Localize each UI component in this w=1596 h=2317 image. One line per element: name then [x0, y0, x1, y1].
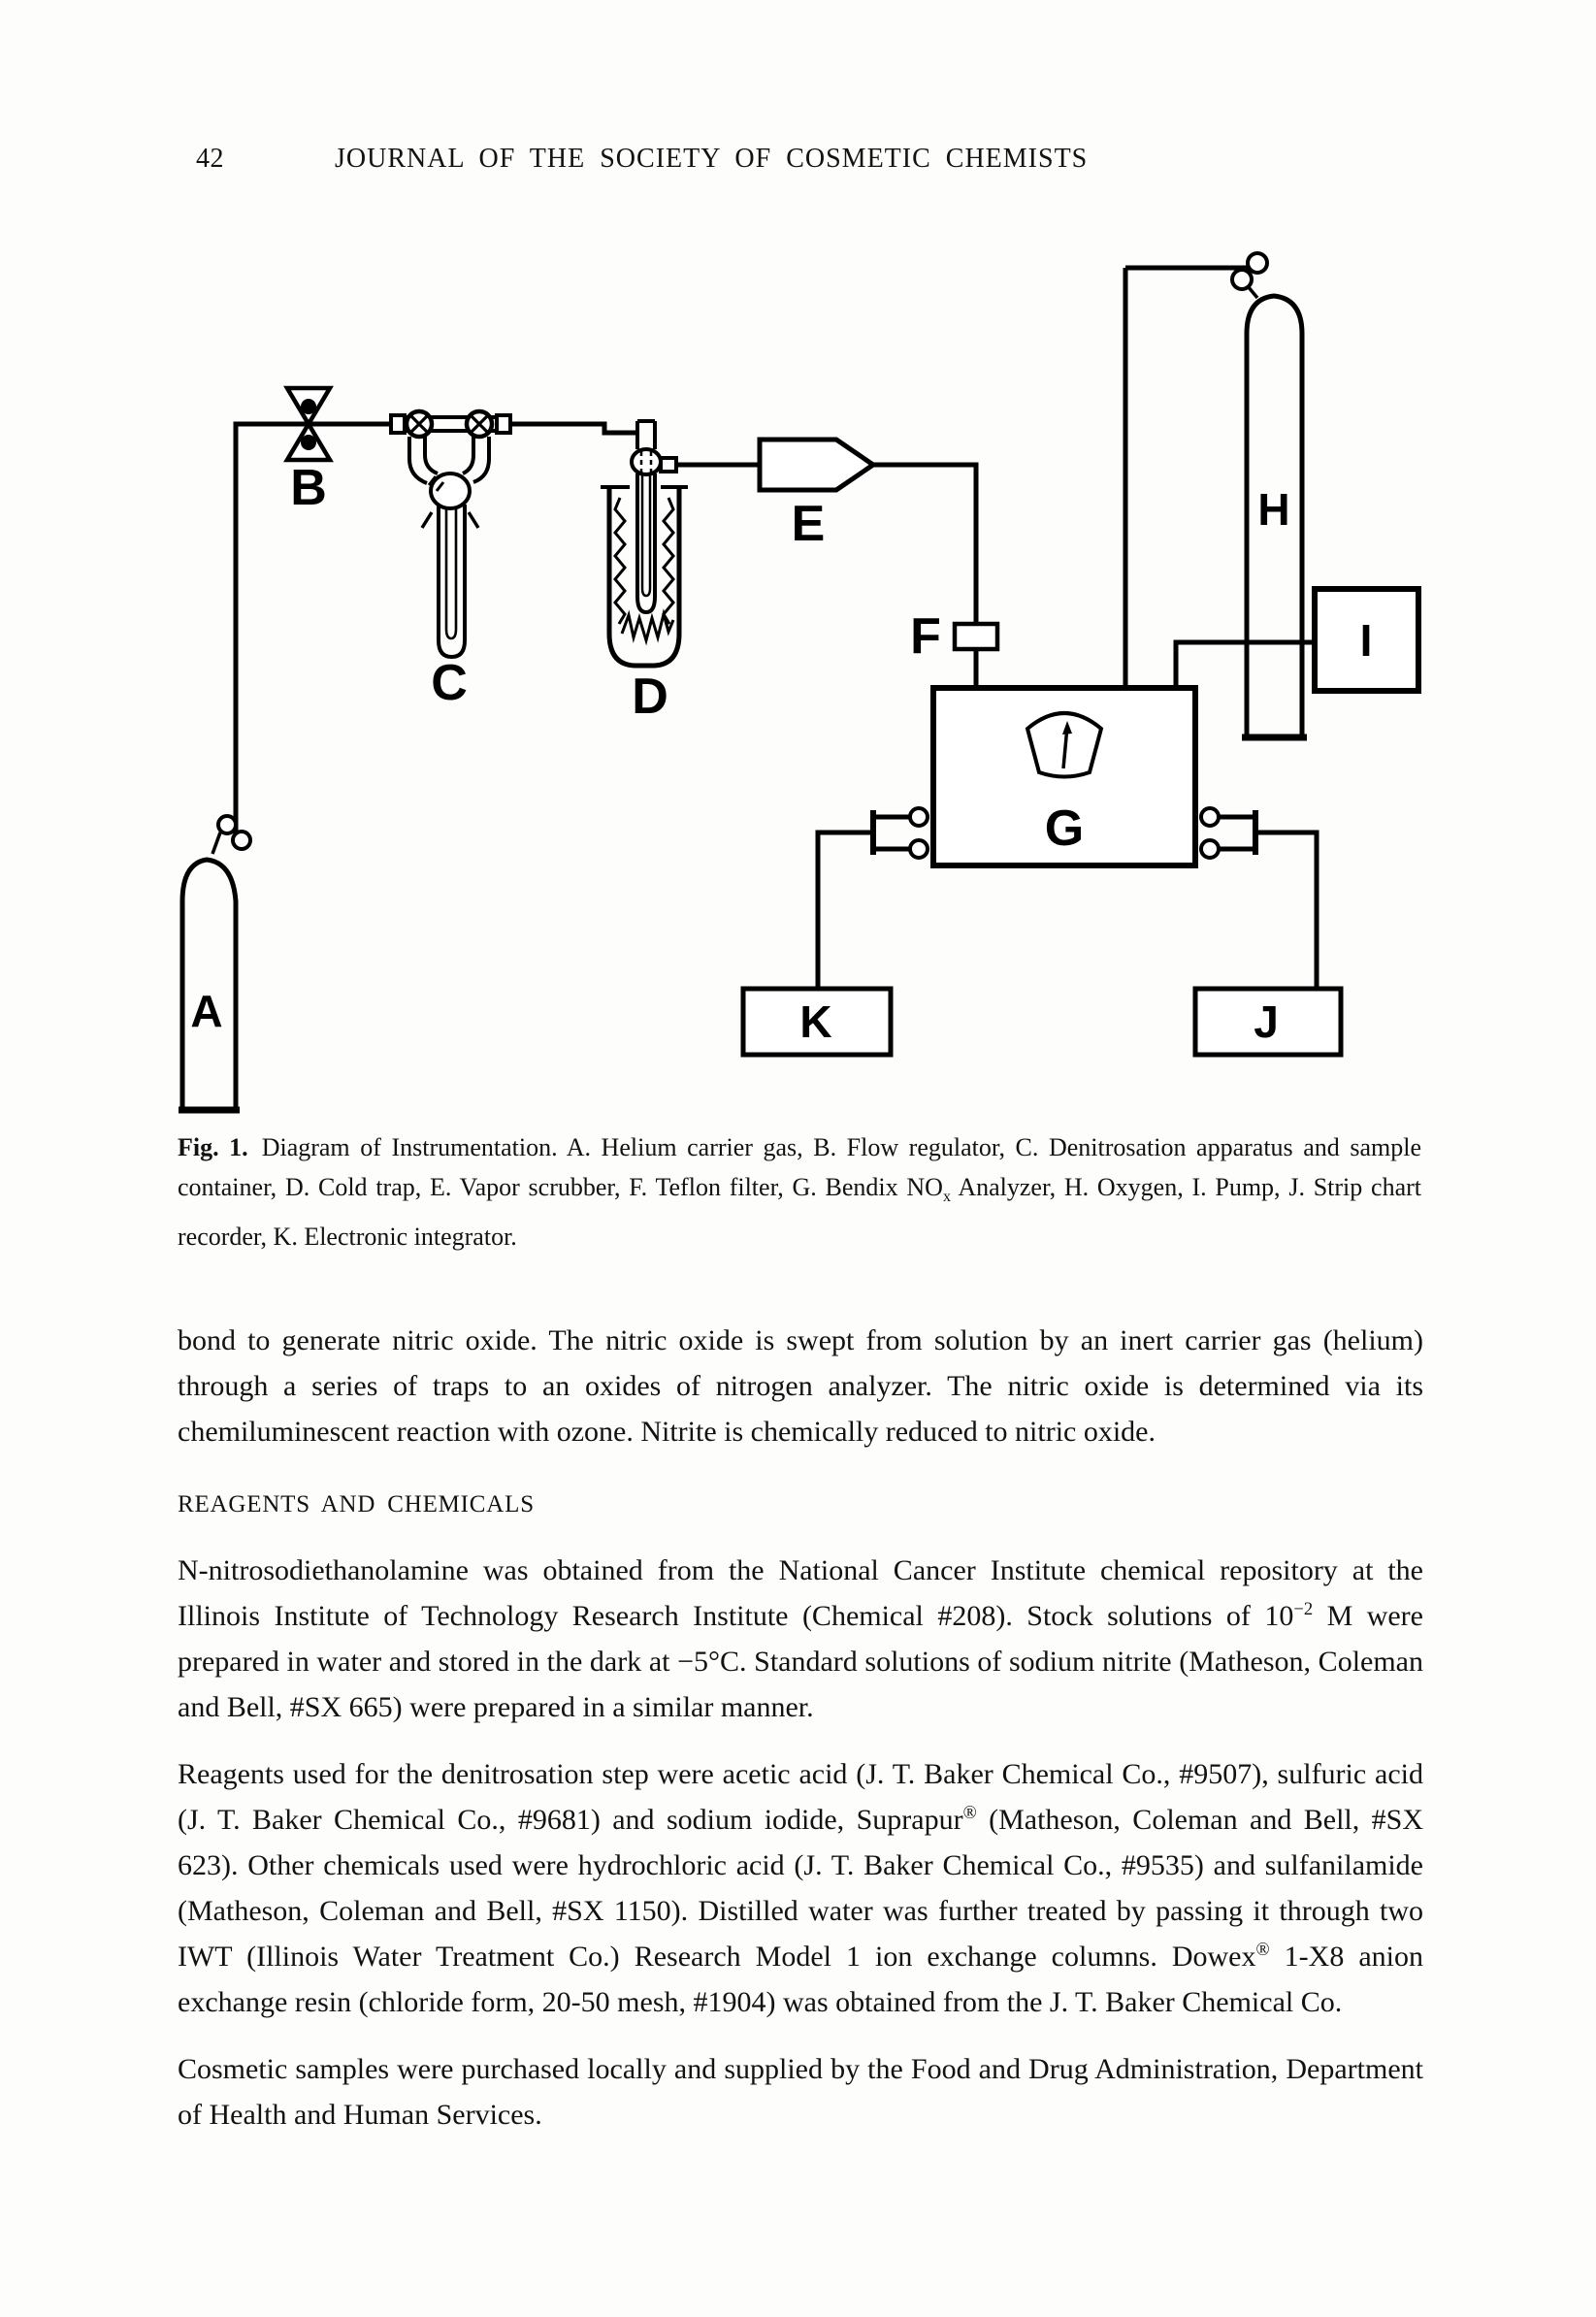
- helium-tank: [179, 816, 250, 1110]
- helium-valve-wheel-icon: [233, 832, 250, 849]
- label-A: A: [190, 986, 223, 1036]
- filter-body: [955, 624, 997, 649]
- integrator-leads: [873, 817, 910, 849]
- teflon-filter: [910, 608, 997, 665]
- label-I: I: [1359, 615, 1373, 666]
- paragraph-reagents: [178, 1751, 1423, 2025]
- stopcock-coupling: [391, 415, 405, 433]
- scrubber-body: [760, 440, 873, 490]
- nox-analyzer: [910, 688, 1219, 865]
- valve-dot-icon: [301, 399, 316, 414]
- analyzer-port-icon: [910, 808, 928, 826]
- integrator-box: [743, 989, 891, 1055]
- y-branch-right: [463, 437, 489, 482]
- trap-outlet-connector: [661, 458, 676, 472]
- helium-tank-body: [182, 860, 236, 1107]
- p3-registered-mark: ®: [962, 1803, 977, 1823]
- trap-tube-inner: [642, 475, 650, 596]
- wire-to-recorder: [1255, 832, 1317, 989]
- oxygen-valve-wheel-icon: [1248, 253, 1267, 273]
- label-J: J: [1254, 996, 1279, 1047]
- coolant-zigzag-right: [664, 498, 673, 624]
- oxygen-tank: [1232, 253, 1307, 737]
- recorder-leads: [1219, 817, 1255, 849]
- paragraph-cosmetic-samples: Cosmetic samples were purchased locally and supplied by the Food and Drug Administration, Department of Health and Human Services.: [178, 2053, 1423, 2131]
- analyzer-port-icon: [910, 840, 928, 858]
- pump-box: [1315, 589, 1418, 691]
- p3-text-3: 1-X8 anion exchange resin (chloride form, 20-50 mesh, #1904) was obtained from the J. T. Baker Chemical Co.: [178, 1941, 1423, 2018]
- sample-tube-outer: [439, 505, 465, 657]
- page-header: [0, 144, 1596, 182]
- valve-dot-icon: [301, 435, 316, 450]
- paragraph-nitric-oxide: bond to generate nitric oxide. The nitric oxide is swept from solution by an inert carrier gas (helium) through a series of traps to an oxides of nitrogen analyzer. The nitric oxide is determined via its chemiluminescent reaction with ozone. Nitrite is chemically reduced to nitric oxide.: [178, 1324, 1423, 1448]
- coolant-splash: [622, 614, 673, 640]
- y-branch-left: [409, 437, 438, 483]
- wire-to-integrator: [818, 832, 873, 989]
- paragraph-ndela: [178, 1548, 1423, 1730]
- sample-tube-inner: [446, 506, 456, 638]
- label-K: K: [799, 996, 832, 1047]
- helium-valve-stem: [212, 832, 220, 854]
- analyzer-port-icon: [1201, 840, 1219, 858]
- label-E: E: [791, 496, 826, 552]
- label-F: F: [910, 608, 941, 665]
- figure-caption: [178, 1127, 1421, 1256]
- label-D: D: [632, 669, 668, 725]
- caption-fig-label: Fig. 1.: [178, 1133, 248, 1161]
- label-B: B: [290, 460, 327, 516]
- coolant-zigzag-left: [615, 498, 625, 624]
- stopcock-coupling: [497, 415, 510, 433]
- journal-title: JOURNAL OF THE SOCIETY OF COSMETIC CHEMISTS: [335, 144, 1089, 174]
- caption-subscript: x: [942, 1189, 951, 1206]
- p3-text-1: Reagents used for the denitrosation step were acetic acid (J. T. Baker Chemical Co., #9507), sulfuric acid (J. T. Baker Chemical Co., #9681) and sodium iodide, Suprapur: [178, 1758, 1423, 1836]
- label-C: C: [431, 655, 468, 711]
- page-number: 42: [196, 144, 224, 174]
- label-H: H: [1257, 484, 1290, 535]
- helium-valve-wheel-icon: [218, 816, 236, 833]
- pipe-scrubber-to-filter: [873, 465, 976, 624]
- p2-superscript-exponent: −2: [1293, 1599, 1314, 1619]
- analyzer-port-icon: [1201, 808, 1219, 826]
- section-heading-reagents: REAGENTS AND CHEMICALS: [178, 1491, 535, 1517]
- trap-tube-outer: [637, 473, 655, 612]
- cold-trap: [601, 421, 688, 725]
- caption-text-post: Analyzer, H. Oxygen, I. Pump, J. Strip chart recorder, K. Electronic integrator.: [178, 1173, 1422, 1252]
- pipe-to-cold-trap: [506, 424, 637, 433]
- oxygen-valve-wheel-icon: [1232, 270, 1252, 289]
- p3-text-2: (Matheson, Coleman and Bell, #SX 623). Other chemicals used were hydrochloric acid (J. T. Baker Chemical Co., #9535) and sulfanilamide (Matheson, Coleman and Bell, #SX 1150). Distilled water was further treated by passing it through two IWT (Illinois Water Treatment Co.) Research Model 1 ion exchange columns. Dowex: [178, 1804, 1423, 1973]
- article-body: [178, 1318, 1423, 2138]
- recorder-box: [1195, 989, 1341, 1055]
- ball-joint: [632, 449, 661, 474]
- diagram-canvas: [97, 221, 1552, 1126]
- trap-inlet-stub: [637, 421, 655, 449]
- p3-registered-mark: ®: [1255, 1940, 1270, 1960]
- p2-text-post: M were prepared in water and stored in the dark at −5°C. Standard solutions of sodium nitrite (Matheson, Coleman and Bell, #SX 665) were prepared in a similar manner.: [178, 1600, 1423, 1723]
- flow-regulator-valve: [287, 388, 330, 516]
- p2-text-pre: N-nitrosodiethanolamine was obtained from the National Cancer Institute chemical repository at the Illinois Institute of Technology Research Institute (Chemical #208). Stock solutions of 10: [178, 1554, 1423, 1632]
- label-G: G: [1044, 800, 1085, 857]
- pipe-lines: [236, 268, 1317, 989]
- caption-text-pre: Diagram of Instrumentation. A. Helium carrier gas, B. Flow regulator, C. Denitrosation apparatus and sample container, D. Cold trap, E. Vapor scrubber, F. Teflon filter, G. Bendix NO: [178, 1133, 1422, 1201]
- side-arm-ticks: [422, 512, 478, 528]
- figure-instrumentation-diagram: [97, 221, 1552, 1126]
- denitrosation-apparatus: [391, 411, 510, 711]
- vapor-scrubber: [760, 440, 873, 552]
